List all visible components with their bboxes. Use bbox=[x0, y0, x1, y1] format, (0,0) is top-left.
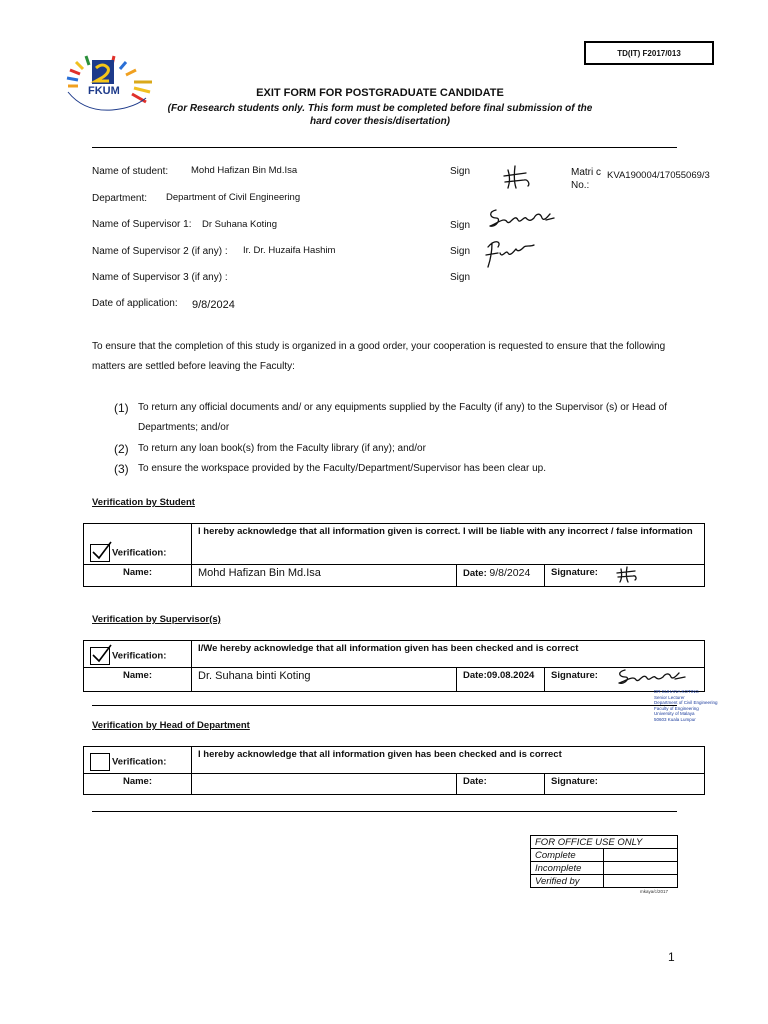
student-verification-label: Verification: bbox=[112, 547, 167, 559]
supervisor1-value: Dr Suhana Koting bbox=[202, 219, 277, 230]
student-verification-table bbox=[83, 523, 705, 587]
logo-text: FKUM bbox=[88, 85, 120, 97]
supervisor-verification-table bbox=[83, 640, 705, 692]
supervisor-verification-statement: I/We hereby acknowledge that all information given has been checked and is correct bbox=[192, 641, 705, 668]
hod-name-cell-label: Name: bbox=[84, 774, 192, 795]
supervisor2-value: Ir. Dr. Huzaifa Hashim bbox=[243, 245, 336, 256]
form-code: TD(IT) F2017/013 bbox=[584, 41, 714, 65]
student-date-value: 9/8/2024 bbox=[489, 567, 531, 579]
hod-signature-label: Signature: bbox=[545, 774, 615, 795]
student-verification-heading: Verification by Student bbox=[92, 497, 195, 508]
supervisor1-sign-label: Sign bbox=[450, 220, 471, 231]
hod-name-cell-value[interactable] bbox=[192, 774, 457, 795]
supervisor3-sign-label: Sign bbox=[450, 272, 471, 283]
item-3-number: (3) bbox=[114, 462, 129, 476]
stamp-line: 50603 Kuala Lumpur bbox=[654, 716, 696, 722]
divider-middle bbox=[92, 705, 677, 706]
office-footnote: mkaya/c/2017 bbox=[640, 889, 669, 894]
stamp-line: University of Malaya bbox=[654, 711, 695, 716]
stamp-line: DR SUHANA KOTING bbox=[654, 689, 699, 694]
office-row-incomplete: Incomplete bbox=[531, 862, 604, 875]
office-use-table bbox=[530, 835, 678, 888]
supervisor3-label: Name of Supervisor 3 (if any) : bbox=[92, 272, 228, 283]
supervisor2-sign-label: Sign bbox=[450, 246, 471, 257]
form-subtitle: (For Research students only. This form must be completed before final submission of the hard cover thesis/disertation) bbox=[167, 103, 593, 127]
item-3 bbox=[114, 459, 694, 479]
hod-verification-statement: I hereby acknowledge that all information given has been checked and is correct bbox=[192, 747, 705, 774]
department-value: Department of Civil Engineering bbox=[166, 192, 301, 203]
student-signature-cell bbox=[615, 565, 705, 587]
student-signature-label: Signature: bbox=[545, 565, 615, 587]
form-title: EXIT FORM FOR POSTGRADUATE CANDIDATE bbox=[256, 87, 504, 99]
supervisor-name-cell-value: Dr. Suhana binti Koting bbox=[192, 668, 457, 692]
supervisor-verification-label: Verification: bbox=[112, 650, 167, 662]
office-use-header: FOR OFFICE USE ONLY bbox=[531, 836, 678, 849]
hod-verification-heading: Verification by Head of Department bbox=[92, 720, 250, 731]
student-name-label: Name of student: bbox=[92, 166, 169, 177]
supervisor1-signature bbox=[486, 206, 558, 232]
office-row-verified: Verified by bbox=[531, 875, 604, 888]
item-1-text: To return any official documents and/ or any equipments supplied by the Faculty (if any) to the Supervisor (s) or Head of Departments; and/or bbox=[138, 402, 667, 433]
stamp-line: Faculty of Engineering bbox=[654, 705, 699, 711]
date-of-application-value: 9/8/2024 bbox=[192, 299, 235, 311]
office-complete-value[interactable] bbox=[604, 849, 678, 862]
page-number: 1 bbox=[668, 950, 675, 964]
student-date-cell bbox=[457, 565, 545, 587]
matric-label: Matri c No.: bbox=[571, 167, 601, 191]
item-3-text: To ensure the workspace provided by the Faculty/Department/Supervisor has been clear up. bbox=[138, 463, 546, 474]
item-1-number: (1) bbox=[114, 401, 129, 415]
office-row-complete: Complete bbox=[531, 849, 604, 862]
student-name-value: Mohd Hafizan Bin Md.Isa bbox=[191, 165, 298, 176]
hod-verification-table bbox=[83, 746, 705, 795]
student-name-cell-value: Mohd Hafizan Bin Md.Isa bbox=[192, 565, 457, 587]
office-verified-value[interactable] bbox=[604, 875, 678, 888]
department-label: Department: bbox=[92, 193, 148, 204]
item-2-text: To return any loan book(s) from the Faculty library (if any); and/or bbox=[138, 443, 426, 454]
supervisor-table-signature bbox=[615, 668, 689, 688]
stamp-line: Senior Lecturer bbox=[654, 694, 685, 700]
student-signature bbox=[502, 162, 534, 190]
supervisor2-signature bbox=[484, 237, 538, 271]
student-sign-label: Sign bbox=[450, 166, 471, 177]
supervisor-name-cell-label: Name: bbox=[84, 668, 192, 692]
supervisor-verification-checkbox[interactable] bbox=[90, 647, 110, 665]
hod-verification-label: Verification: bbox=[112, 756, 167, 768]
hod-date-cell: Date: bbox=[457, 774, 545, 795]
student-table-signature bbox=[615, 565, 639, 583]
hod-verification-checkbox[interactable] bbox=[90, 753, 110, 771]
student-date-label: Date: bbox=[463, 568, 487, 579]
supervisor-verification-cell bbox=[84, 641, 192, 668]
intro-paragraph: To ensure that the completion of this study is organized in a good order, your cooperation is requested to ensure that the following matters are settled before leaving the Faculty: bbox=[92, 341, 666, 372]
stamp-line: Department of Civil Engineering bbox=[654, 700, 718, 705]
item-2 bbox=[114, 439, 694, 459]
supervisor2-label: Name of Supervisor 2 (if any) : bbox=[92, 246, 228, 257]
supervisor1-label: Name of Supervisor 1: bbox=[92, 219, 192, 230]
fkum-logo bbox=[64, 50, 159, 116]
supervisor-signature-cell bbox=[615, 668, 705, 692]
supervisor-signature-label: Signature: bbox=[545, 668, 615, 692]
student-verification-statement: I hereby acknowledge that all information given is correct. I will be liable with any incorrect / false information bbox=[192, 524, 705, 565]
office-incomplete-value[interactable] bbox=[604, 862, 678, 875]
student-verification-checkbox[interactable] bbox=[90, 544, 110, 562]
student-name-cell-label: Name: bbox=[84, 565, 192, 587]
item-1 bbox=[114, 398, 694, 438]
date-of-application-label: Date of application: bbox=[92, 298, 178, 309]
student-verification-cell bbox=[84, 524, 192, 565]
hod-signature-cell[interactable] bbox=[615, 774, 705, 795]
divider-bottom bbox=[92, 811, 677, 812]
hod-verification-cell bbox=[84, 747, 192, 774]
supervisor-date-cell: Date:09.08.2024 bbox=[457, 668, 545, 692]
matric-value: KVA190004/17055069/3 bbox=[607, 170, 710, 181]
item-2-number: (2) bbox=[114, 442, 129, 456]
supervisor-verification-heading: Verification by Supervisor(s) bbox=[92, 614, 221, 625]
divider-top bbox=[92, 147, 677, 148]
